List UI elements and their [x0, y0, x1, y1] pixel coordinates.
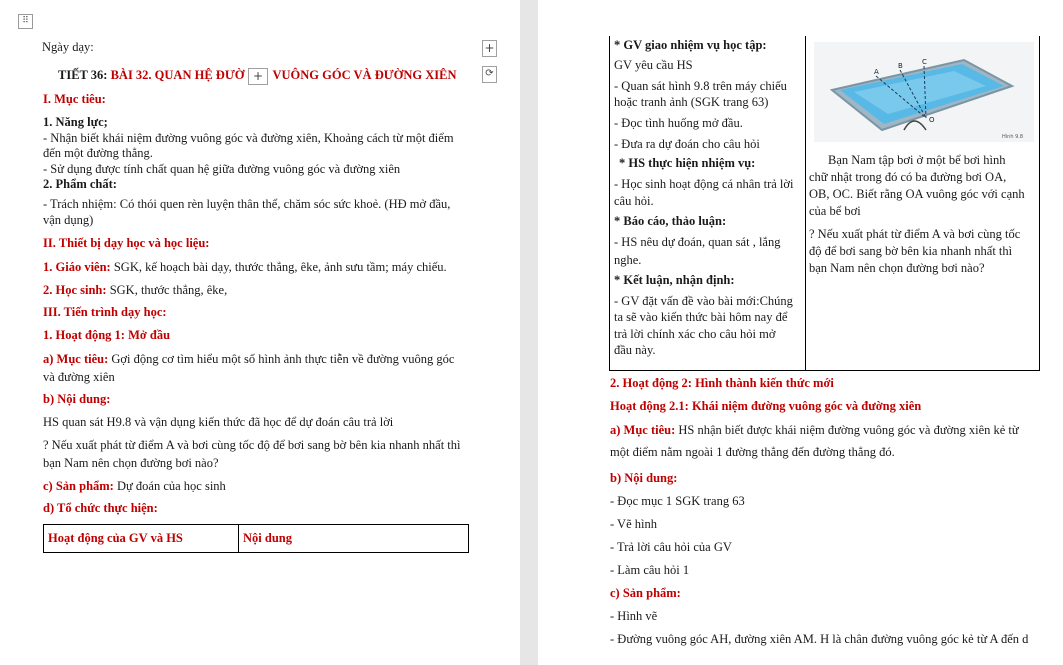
- section-process: III. Tiến trình dạy học:: [43, 305, 167, 319]
- competence-line-1b: đến một đường thẳng.: [43, 146, 153, 160]
- document-page-right: [538, 0, 1063, 665]
- student-text: SGK, thước thẳng, êke,: [106, 283, 228, 297]
- table-header-cell-2: [239, 525, 468, 552]
- objective-text-2: HS nhận biết được khái niệm đường vuông góc và đường xiên kẻ từ: [675, 423, 1019, 437]
- competence-heading: 1. Năng lực;: [43, 115, 108, 129]
- organize-label: d) Tổ chức thực hiện:: [43, 501, 158, 515]
- content-item-3: - Trả lời câu hỏi của GV: [610, 540, 732, 554]
- teacher-equipment: [43, 260, 447, 275]
- scenario-line-4: của bể bơi: [809, 204, 861, 218]
- product-label-2: c) Sản phẩm:: [610, 586, 681, 600]
- teacher-text: SGK, kế hoạch bài dạy, thước thẳng, êke, ảnh sưu tầm; máy chiếu.: [110, 260, 447, 274]
- conclusion-line-2: ta sẽ vào kiến thức bài hôm nay để: [614, 310, 788, 324]
- scenario-line-1: Bạn Nam tập bơi ở một bể bơi hình: [828, 153, 1006, 167]
- sync-icon[interactable]: ⟳: [482, 66, 497, 83]
- activity-2-heading: 2. Hoạt động 2: Hình thành kiến thức mới: [610, 376, 834, 390]
- activity-table-header: [43, 524, 469, 553]
- report-heading: * Báo cáo, thảo luận:: [614, 214, 727, 228]
- gv-task-2: - Quan sát hình 9.8 trên máy chiếu: [614, 79, 787, 93]
- objective-text: Gợi động cơ tìm hiểu một số hình ảnh thực tiễn về đường vuông góc: [108, 352, 455, 366]
- product-item-1: - Hình vẽ: [610, 609, 658, 623]
- activity-2-objective-b: một điểm nằm ngoài 1 đường thẳng đến đường thẳng đó.: [610, 445, 895, 459]
- activity-table-body: [609, 36, 1040, 371]
- hs-task-1: - Học sinh hoạt động cá nhân trả lời: [614, 177, 794, 191]
- table-header-cell-1: [44, 525, 239, 552]
- table-cell-activities: [610, 36, 806, 370]
- content-label-2: b) Nội dung:: [610, 471, 678, 485]
- teacher-label: 1. Giáo viên:: [43, 260, 111, 274]
- pool-label-b: B: [898, 62, 903, 70]
- conclusion-line-3: trả lời chính xác cho câu hỏi mở: [614, 327, 776, 341]
- gv-task-1: GV yêu cầu HS: [614, 58, 693, 72]
- quality-line-1b: vận dụng): [43, 213, 94, 227]
- scenario-question-1: ? Nếu xuất phát từ điểm A và bơi cùng tốc: [809, 227, 1021, 241]
- activity-1-objective: [43, 352, 454, 367]
- pool-label-c: C: [922, 58, 927, 66]
- student-label: 2. Học sinh:: [43, 283, 107, 297]
- swimming-pool-figure: [814, 42, 1034, 142]
- question-line-1: ? Nếu xuất phát từ điểm A và bơi cùng tốc độ để bơi sang bờ bên kia nhanh nhất thì: [43, 438, 461, 452]
- pool-label-a: A: [874, 68, 879, 76]
- table-header-activity: Hoạt động của GV và HS: [48, 531, 183, 545]
- lesson-number: TIẾT 36:: [58, 68, 111, 82]
- content-item-1: - Đọc mục 1 SGK trang 63: [610, 494, 745, 508]
- table-header-content: Nội dung: [243, 531, 292, 545]
- table-cell-content: [806, 36, 1039, 370]
- scenario-question-2: độ để bơi sang bờ bên kia nhanh nhất thì: [809, 244, 1013, 258]
- activity-2-1-heading: Hoạt động 2.1: Khái niệm đường vuông góc và đường xiên: [610, 399, 922, 413]
- student-equipment: [43, 283, 227, 298]
- gv-task-heading: * GV giao nhiệm vụ học tập:: [614, 38, 767, 52]
- teaching-date: Ngày dạy:: [42, 40, 94, 54]
- quality-line-1: - Trách nhiệm: Có thói quen rèn luyện thân thể, chăm sóc sức khoẻ. (HĐ mở đầu,: [43, 197, 451, 211]
- report-text-b: nghe.: [614, 253, 642, 267]
- activity-1-objective-2: và đường xiên: [43, 370, 115, 384]
- activity-2-objective: [610, 423, 1019, 438]
- objective-label-2: a) Mục tiêu:: [610, 423, 676, 437]
- conclusion-heading: * Kết luận, nhận định:: [614, 273, 735, 287]
- lesson-title-main: BÀI 32. QUAN HỆ ĐƯỜ: [110, 68, 245, 82]
- product-text: Dự đoán của học sinh: [113, 479, 226, 493]
- insert-row-plus-icon[interactable]: +: [248, 68, 268, 85]
- report-text: - HS nêu dự đoán, quan sát , lắng: [614, 235, 781, 249]
- conclusion-line-4: đầu này.: [614, 343, 656, 357]
- lesson-title-end: VUÔNG GÓC VÀ ĐƯỜNG XIÊN: [272, 68, 457, 82]
- content-item-2: - Vẽ hình: [610, 517, 657, 531]
- content-item-4: - Làm câu hỏi 1: [610, 563, 690, 577]
- pool-label-o: O: [929, 116, 935, 124]
- table-move-handle-icon[interactable]: ⠿: [18, 14, 33, 29]
- gv-task-3: - Đọc tình huống mở đầu.: [614, 116, 743, 130]
- scenario-line-2: chữ nhật trong đó có ba đường bơi OA,: [809, 170, 1007, 184]
- gv-task-4: - Đưa ra dự đoán cho câu hỏi: [614, 137, 760, 151]
- objective-label: a) Mục tiêu:: [43, 352, 109, 366]
- add-column-plus-icon[interactable]: +: [482, 40, 497, 57]
- product-item-2: - Đường vuông góc AH, đường xiên AM. H là chân đường vuông góc kẻ từ A đến d: [610, 632, 1029, 646]
- hs-task-1b: câu hỏi.: [614, 194, 654, 208]
- document-page-left: [0, 0, 520, 665]
- section-equipment: II. Thiết bị dạy học và học liệu:: [43, 236, 210, 250]
- competence-line-2: - Sử dụng được tính chất quan hệ giữa đường vuông góc và đường xiên: [43, 162, 401, 176]
- product-line: [43, 479, 226, 494]
- quality-heading: 2. Phẩm chất:: [43, 177, 117, 191]
- gv-task-2b: hoặc tranh ảnh (SGK trang 63): [614, 95, 769, 109]
- content-text: HS quan sát H9.8 và vận dụng kiến thức đã học để dự đoán câu trả lời: [43, 415, 394, 429]
- scenario-line-3: OB, OC. Biết rằng OA vuông góc với cạnh: [809, 187, 1025, 201]
- figure-caption: Hình 9.8: [1002, 134, 1024, 140]
- activity-1-heading: 1. Hoạt động 1: Mở đầu: [43, 328, 171, 342]
- question-line-2: bạn Nam nên chọn đường bơi nào?: [43, 456, 219, 470]
- competence-line-1: - Nhận biết khái niệm đường vuông góc và đường xiên, Khoảng cách từ một điểm: [43, 131, 454, 145]
- product-label: c) Sản phẩm:: [43, 479, 114, 493]
- conclusion-line-1: - GV đặt vấn đề vào bài mới:Chúng: [614, 294, 793, 308]
- scenario-question-3: bạn Nam nên chọn đường bơi nào?: [809, 261, 985, 275]
- hs-task-heading: * HS thực hiện nhiệm vụ:: [619, 156, 756, 170]
- section-objectives: I. Mục tiêu:: [43, 92, 106, 106]
- content-label: b) Nội dung:: [43, 392, 111, 406]
